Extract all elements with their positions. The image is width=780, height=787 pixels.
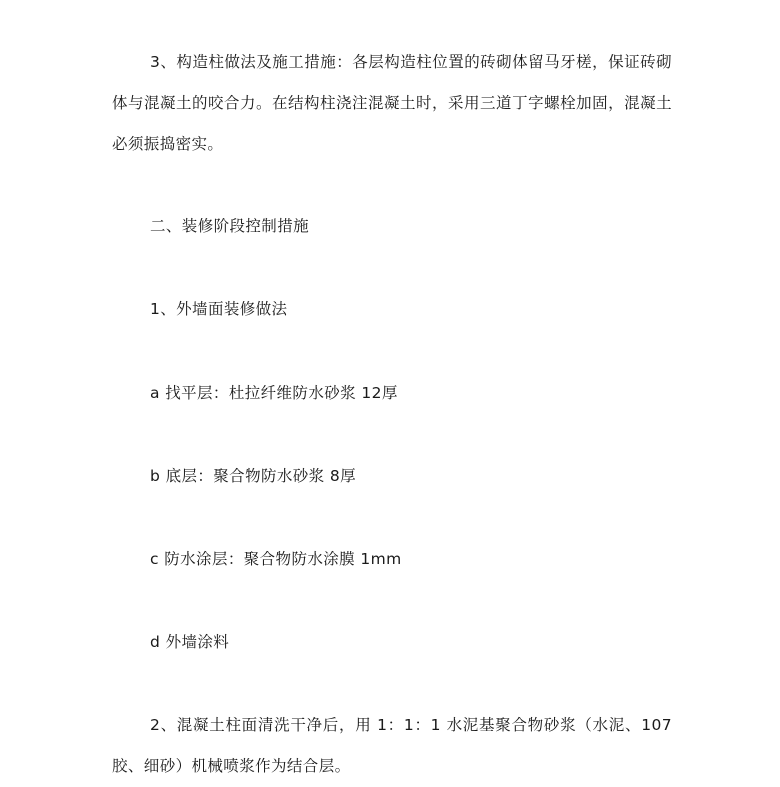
subheading-exterior-wall-method: 1、外墙面装修做法 [150, 300, 288, 318]
list-item-leveling-layer: a 找平层：杜拉纤维防水砂浆 12厚 [150, 384, 398, 402]
paragraph-structural-column-method: 3、构造柱做法及施工措施：各层构造柱位置的砖砌体留马牙槎，保证砖砌体与混凝土的咬合力。在结构柱浇注混凝土时，采用三道丁字螺栓加固，混凝土必须振捣密实。 [112, 53, 672, 153]
list-item-exterior-paint: d 外墙涂料 [150, 633, 230, 651]
list-item-base-layer: b 底层：聚合物防水砂浆 8厚 [150, 467, 357, 485]
list-item-waterproof-coating: c 防水涂层：聚合物防水涂膜 1mm [150, 550, 402, 568]
section-heading-decoration-stage: 二、装修阶段控制措施 [150, 217, 310, 235]
paragraph-column-surface-cleaning: 2、混凝土柱面清洗干净后，用 1：1：1 水泥基聚合物砂浆（水泥、107胶、细砂）机械喷浆作为结合层。 [112, 716, 672, 775]
